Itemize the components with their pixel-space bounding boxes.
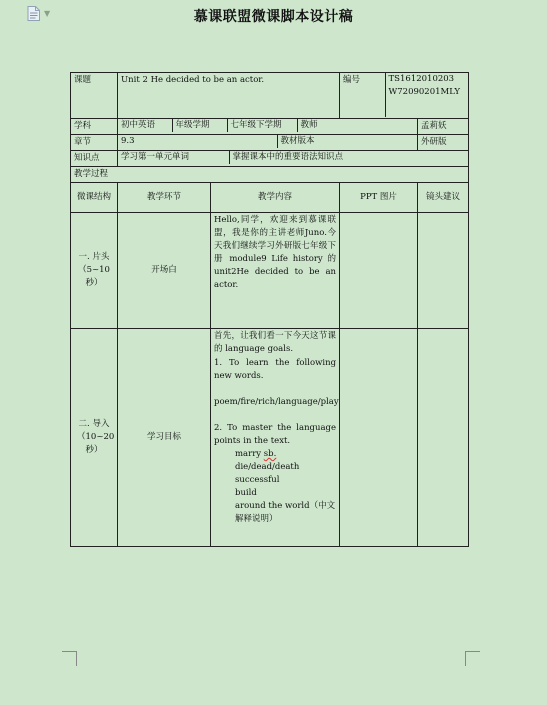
camera-cell: [418, 213, 469, 329]
spellcheck-mark: sb.: [263, 449, 277, 459]
structure-cell: 二. 导入（10~20秒）: [71, 329, 118, 547]
column-header-row: [71, 183, 469, 213]
subject-label: 学科: [71, 119, 118, 135]
teacher-value: 孟莉妖: [418, 119, 469, 135]
content-point: 1. To learn the following new words.: [214, 358, 337, 381]
knowledge-label: 知识点: [71, 151, 118, 167]
process-row: [71, 167, 469, 183]
column-header: 教学内容: [211, 183, 340, 213]
crop-mark: [62, 651, 77, 666]
structure-cell: 一. 片头（5~10秒）: [71, 213, 118, 329]
content-cell: Hello,同学，欢迎来到慕课联盟，我是你的主讲老师Juno.今天我们继续学习外研版七年级下册 module9 Life history 的 unit2He decided to be an actor.: [211, 213, 340, 329]
content-words: poem/fire/rich/language/play: [214, 397, 339, 407]
ppt-cell: [340, 213, 418, 329]
code-value: TS1612010203 W72090201MLY: [385, 73, 468, 117]
column-header: 微课结构: [71, 183, 118, 213]
topic-label: 课题: [71, 73, 118, 119]
teacher-label: 教师: [297, 119, 417, 132]
chapter-label: 章节: [71, 135, 118, 151]
edition-label: 教材版本: [277, 135, 417, 148]
camera-cell: [418, 329, 469, 547]
dropdown-caret-icon[interactable]: ▼: [44, 9, 51, 18]
process-label: 教学过程: [71, 167, 469, 183]
content-cell: [211, 329, 340, 547]
page-title: 慕课联盟微课脚本设计稿: [193, 9, 354, 25]
ppt-cell: [340, 329, 418, 547]
table-row: [71, 329, 469, 547]
subject-row: [71, 119, 469, 135]
column-header: 教学环节: [118, 183, 211, 213]
column-header: PPT 图片: [340, 183, 418, 213]
topic-value: Unit 2 He decided to be an actor.: [118, 73, 340, 119]
content-item: around the world（中文解释说明）: [235, 501, 336, 524]
topic-row: [71, 73, 469, 119]
edition-value: 外研版: [418, 135, 469, 151]
lesson-plan-table: [70, 72, 469, 547]
step-cell: 开场白: [118, 213, 211, 329]
knowledge-row: [71, 151, 469, 167]
subject-value: 初中英语: [121, 120, 156, 130]
content-intro: 首先，让我们看一下今天这节课的 language goals.: [214, 331, 337, 354]
crop-mark: [465, 651, 480, 666]
chapter-value: 9.3: [121, 136, 135, 146]
content-item: die/dead/death: [235, 462, 300, 472]
column-header: 镜头建议: [418, 183, 469, 213]
table-row: [71, 213, 469, 329]
content-item: marry sb.: [235, 449, 277, 459]
content-point: 2. To master the language points in the text.: [214, 423, 337, 446]
term-label: 年级学期: [172, 119, 227, 132]
knowledge-value: 学习第一单元单词: [121, 152, 190, 162]
content-item: build: [235, 488, 257, 498]
chapter-row: [71, 135, 469, 151]
content-item: successful: [235, 475, 280, 485]
step-cell: 学习目标: [118, 329, 211, 547]
term-value: 七年级下学期: [227, 119, 297, 132]
knowledge-note: 掌握课本中的重要语法知识点: [229, 151, 468, 164]
code-label: 编号: [343, 75, 361, 85]
